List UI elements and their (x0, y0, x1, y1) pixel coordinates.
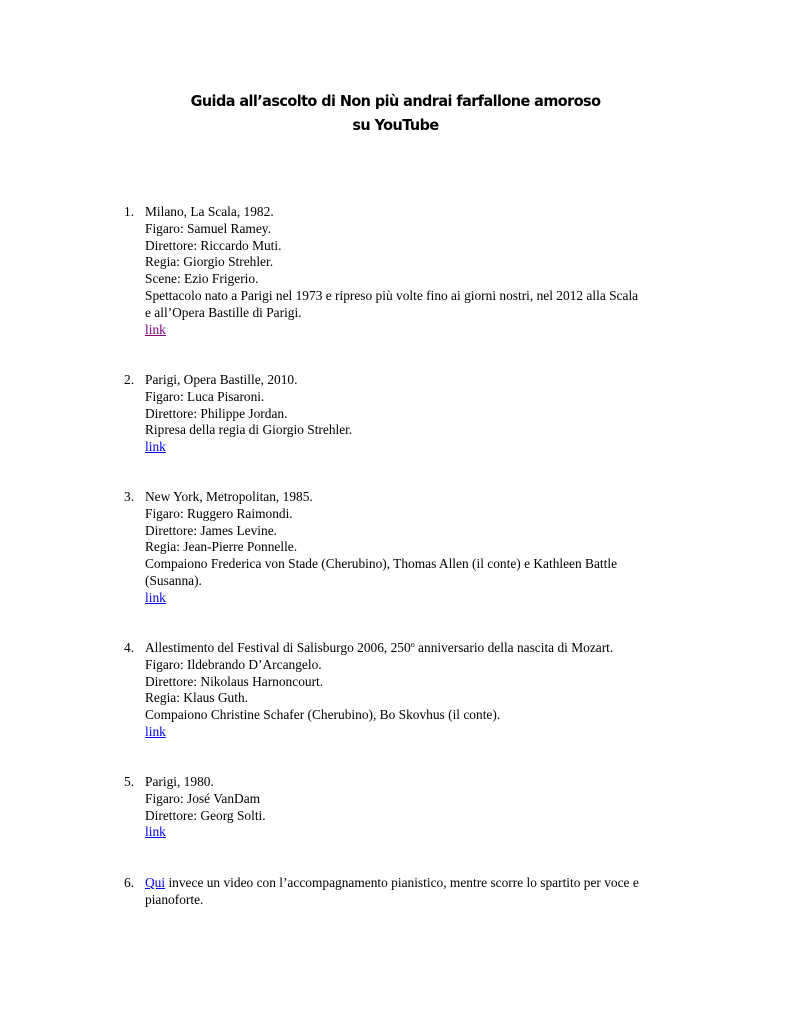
item-line-text: anniversario della nascita di Mozart. (414, 640, 614, 655)
item-line: Compaiono Frederica von Stade (Cherubino), Thomas Allen (il conte) e Kathleen Battle (145, 556, 618, 572)
item-line: pianoforte. (145, 891, 204, 907)
item-line: Figaro: Luca Pisaroni. (145, 388, 265, 404)
item-line: Regia: Klaus Guth. (145, 690, 249, 706)
title-line-1: Guida all’ascolto di Non più andrai farfallone amoroso (190, 92, 601, 110)
list-item (124, 774, 704, 841)
item-line: Parigi, Opera Bastille, 2010. (145, 372, 298, 387)
item-line: Parigi, 1980. (145, 774, 214, 789)
item-line: Direttore: Philippe Jordan. (145, 405, 288, 421)
youtube-link-4[interactable]: link (145, 723, 166, 739)
item-line (145, 875, 704, 892)
list-item (124, 640, 704, 741)
item-line: Milano, La Scala, 1982. (145, 204, 274, 219)
item-line-text: Allestimento del Festival di Salisburgo 2006, 250 (145, 640, 411, 655)
title-line-2: su YouTube (352, 116, 439, 134)
item-number: 5. (124, 774, 135, 789)
item-line: Compaiono Christine Schafer (Cherubino), Bo Skovhus (il conte). (145, 707, 501, 723)
list-item (124, 875, 704, 909)
item-line: Direttore: James Levine. (145, 522, 277, 538)
item-line: (Susanna). (145, 572, 202, 588)
item-line: Spettacolo nato a Parigi nel 1973 e ripreso più volte fino ai giorni nostri, nel 2012 alla Scala (145, 287, 639, 303)
item-number: 3. (124, 489, 135, 504)
item-line: Regia: Jean-Pierre Ponnelle. (145, 539, 298, 555)
item-line: Regia: Giorgio Strehler. (145, 254, 274, 270)
list-item (124, 204, 704, 338)
item-line: Scene: Ezio Frigerio. (145, 271, 259, 287)
list-item (124, 489, 704, 607)
item-number: 4. (124, 640, 135, 655)
list-item (124, 372, 704, 456)
item-line: Figaro: Ruggero Raimondi. (145, 505, 293, 521)
item-line: New York, Metropolitan, 1985. (145, 489, 313, 504)
youtube-link-1[interactable]: link (145, 321, 166, 337)
document-title (28, 89, 764, 137)
item-number: 6. (124, 875, 135, 890)
item-number: 2. (124, 372, 135, 387)
ordinal-superscript: o (410, 640, 415, 649)
item-line: e all’Opera Bastille di Parigi. (145, 304, 302, 320)
item-line: Ripresa della regia di Giorgio Strehler. (145, 422, 353, 438)
item-number: 1. (124, 204, 135, 219)
item-line: Direttore: Georg Solti. (145, 807, 266, 823)
item-line: Figaro: José VanDam (145, 790, 261, 806)
item-line (145, 640, 704, 657)
youtube-link-2[interactable]: link (145, 439, 166, 455)
item-line: Direttore: Riccardo Muti. (145, 237, 282, 253)
item-line: Figaro: Ildebrando D’Arcangelo. (145, 656, 322, 672)
item-line-text: invece un video con l’accompagnamento pianistico, mentre scorre lo spartito per voce e (165, 875, 639, 890)
item-line: Direttore: Nikolaus Harnoncourt. (145, 673, 324, 689)
youtube-link-3[interactable]: link (145, 589, 166, 605)
youtube-link-5[interactable]: link (145, 824, 166, 840)
qui-link[interactable]: Qui (145, 875, 166, 890)
item-line: Figaro: Samuel Ramey. (145, 220, 271, 236)
